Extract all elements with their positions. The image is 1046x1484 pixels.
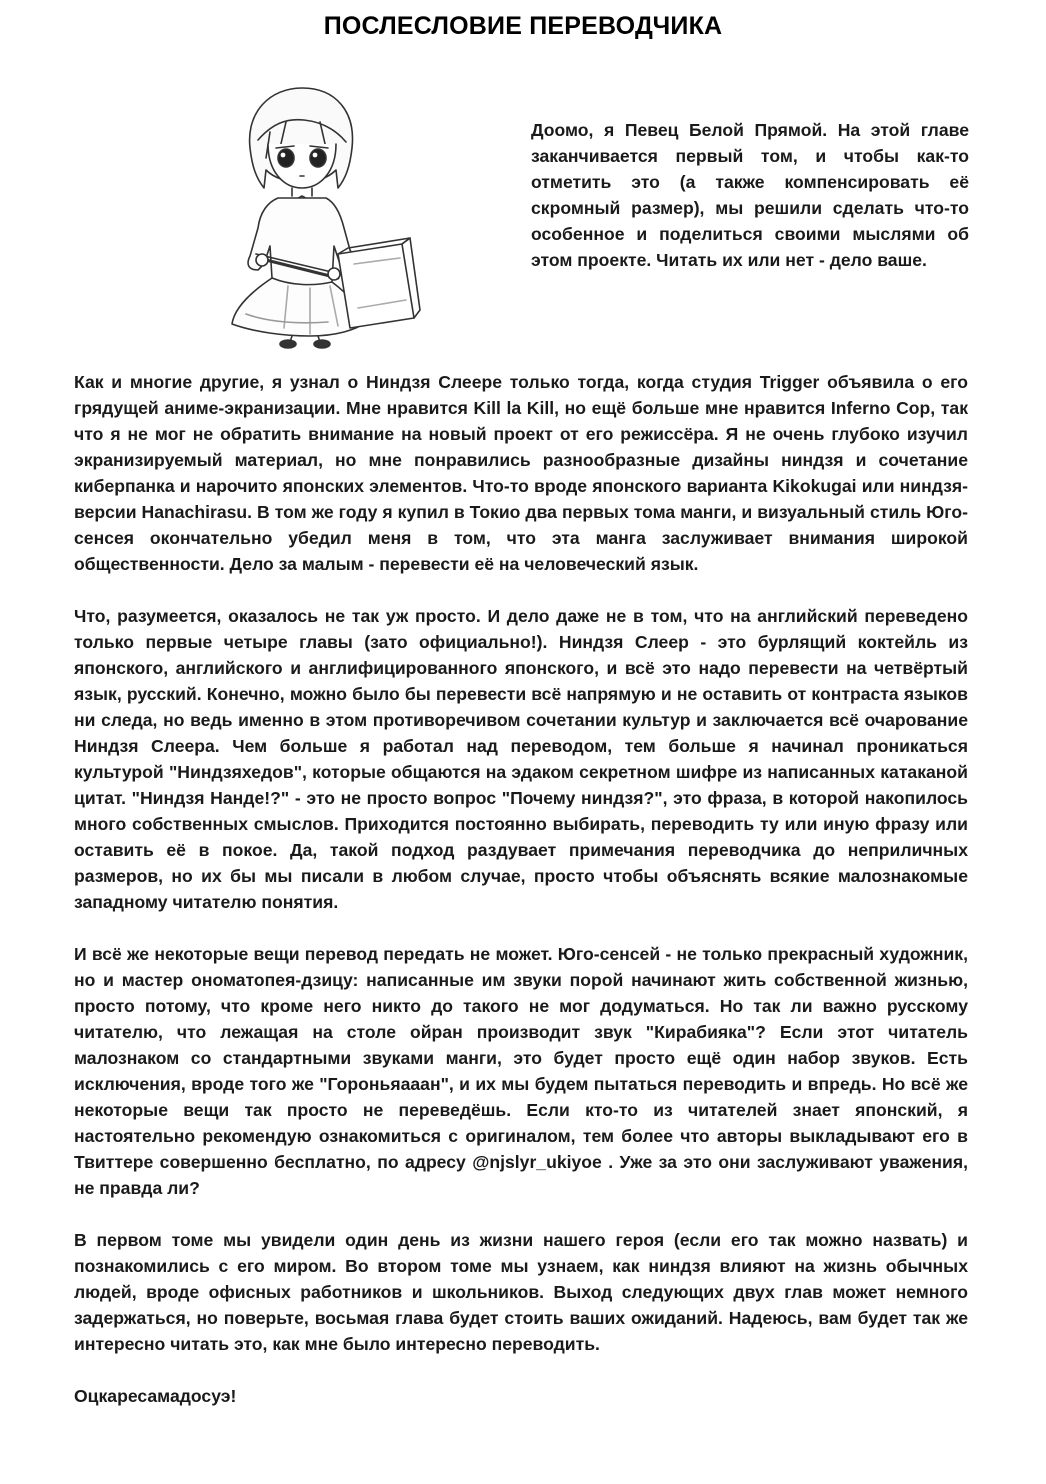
afterword-body <box>74 369 968 1435</box>
intro-paragraph: Доомо, я Певец Белой Прямой. На этой главе заканчивается первый том, и чтобы как-то отметить это (а также компенсировать её скромный размер), мы решили сделать что-то особенное и поделиться своими мыслями об этом проекте. Читать их или нет - дело ваше. <box>531 120 969 270</box>
page-title: ПОСЛЕСЛОВИЕ ПЕРЕВОДЧИКА <box>323 12 723 40</box>
paragraph: Как и многие другие, я узнал о Ниндзя Слеере только тогда, когда студия Trigger объявила о его грядущей аниме-экранизации. Мне нравится Kill la Kill, но ещё больше мне нравится Inferno Cop, так что я не мог не обратить внимание на новый проект от его режиссёра. Я не очень глубоко изучил экранизируемый материал, но мне понравились разнообразные дизайны ниндзя и сочетание киберпанка и нарочито японских элементов. Что-то вроде японского варианта Kikokugai или ниндзя-версии Hanachirasu. В том же году я купил в Токио два первых тома манги, и визуальный стиль Юго-сенсея окончательно убедил меня в том, что эта манга заслуживает внимания широкой общественности. Дело за малым - перевести её на человеческий язык. <box>74 372 968 574</box>
signoff: Оцкаресамадосуэ! <box>74 1386 237 1406</box>
paragraph: В первом томе мы увидели один день из жизни нашего героя (если его так можно назвать) и познакомились с его миром. Во втором томе мы узнаем, как ниндзя влияют на жизнь обычных людей, вроде офисных работников и школьников. Выход следующих двух глав может немного задержаться, но поверьте, восьмая глава будет стоить ваших ожиданий. Надеюсь, вам будет так же интересно читать это, как мне было интересно переводить. <box>74 1230 968 1354</box>
paragraph: И всё же некоторые вещи перевод передать не может. Юго-сенсей - не только прекрасный художник, но и мастер ономатопея-дзицу: написанные им звуки порой начинают жить собственной жизнью, просто потому, что кроме него никто до такого не мог додуматься. Но так ли важно русскому читателю, что лежащая на столе ойран производит звук "Кирабияка"? Если этот читатель малознаком со стандартными звуками манги, это будет просто ещё один набор звуков. Есть исключения, вроде того же "Гороньяааан", и их мы будем пытаться переводить и впредь. Но всё же некоторые вещи так просто не переведёшь. Если кто-то из читателей знает японский, я настоятельно рекомендую ознакомиться с оригиналом, тем более что авторы выкладывают его в Твиттере совершенно бесплатно, по адресу @njslyr_ukiyoe . Уже за это они заслуживают уважения, не правда ли? <box>74 944 968 1198</box>
chibi-girl-with-hammer-icon <box>188 78 436 350</box>
paragraph: Что, разумеется, оказалось не так уж просто. И дело даже не в том, что на английский переведено только первые четыре главы (зато официально!). Ниндзя Слеер - это бурлящий коктейль из японского, английского и англифицированного японского, и всё это надо перевести на четвёртый язык, русский. Конечно, можно было бы перевести всё напрямую и не оставить от контраста языков ни следа, но ведь именно в этом противоречивом сочетании культур и заключается всё очарование Ниндзя Слеера. Чем больше я работал над переводом, тем больше я начинал проникаться культурой "Ниндзяхедов", которые общаются на эдаком секретном шифре из написанных катаканой цитат. "Ниндзя Нанде!?" - это не просто вопрос "Почему ниндзя?", это фраза, в которой накопилось много собственных смыслов. Приходится постоянно выбирать, переводить ту или иную фразу или оставить её в покое. Да, такой подход раздувает примечания переводчика до неприличных размеров, но их бы мы писали в любом случае, просто чтобы объяснять всякие малознакомые западному читателю понятия. <box>74 606 968 912</box>
